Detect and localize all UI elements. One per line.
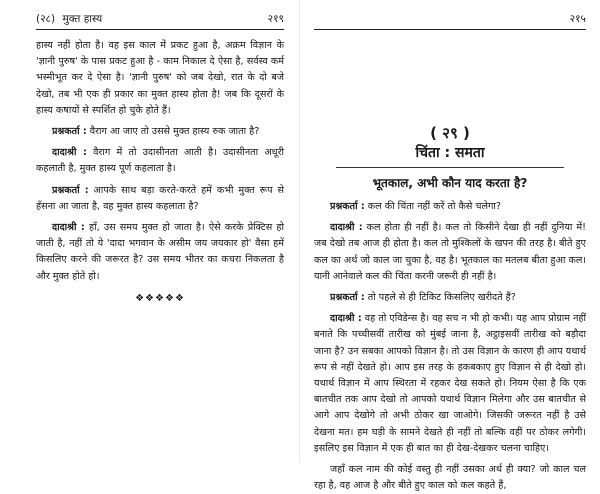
paragraph-text: वैराग में तो उदासीनता आती है। उदासीनता अधूरी कहलाती है, मुक्त हास्य पूर्ण कहलाता है। [36, 147, 284, 175]
paragraph-text: कल की चिंता नहीं करें तो कैसे चलेगा? [364, 201, 501, 212]
paragraph-text: कल होता ही नहीं है। कल तो किसीने देखा ही नहीं दुनिया में! जब देखो तब आज ही होता है। कल तो मुश्किलों के खपन की तरह है। बीते हुए कल का अर्थ जो काल जा चुका है, वह है। भूतकाल का मतलब बीता हुआ कल। यानी आनेवाले कल की चिंता करनी जरूरी ही नहीं है। [314, 222, 586, 282]
chapter-heading-block [314, 123, 586, 168]
speaker-label: प्रश्नकर्ता : [330, 292, 365, 304]
section-heading: भूतकाल, अभी कौन याद करता है? [372, 176, 528, 190]
right-paragraph [314, 311, 586, 457]
chapter-number: ( २९ ) [430, 124, 470, 142]
left-header-book-title: मुक्त हास्य [62, 13, 103, 25]
speaker-label: दादाश्री : [330, 313, 362, 325]
paragraph-text: हास्य नहीं होता है। वह इस काल में प्रकट हुआ है, अक्रम विज्ञान के 'ज्ञानी पुरुष' के पास प्रकट हुआ है - काम निकाल दे ऐसा है, सर्वस्व कर्म भस्मीभूत कर दे ऐसा है। 'ज्ञानी पुरुष' को जब देखो, रात के दो बजे देखो, तब भी एक ही प्रकार का मुक्त हास्य होता है! जब कि दूसरों के हास्य कषायों से स्पर्शित हो चुके होते हैं। [36, 40, 284, 116]
right-page [300, 0, 600, 492]
left-page-number: २१९ [267, 13, 284, 25]
paragraph-text: जहाँ कल नाम की कोई वस्तु ही नहीं उसका अर्थ ही क्या? जो काल चल रहा है, वह आज है और बीते हुए काल को कल कहते हैं, [314, 464, 586, 492]
left-paragraph [36, 145, 284, 177]
left-header-group [36, 12, 106, 26]
right-paragraph [314, 290, 586, 306]
left-header-chapter-number: (२८) [36, 13, 56, 25]
right-page-number: २१५ [569, 13, 586, 25]
paragraph-text: तो पहले से ही टिकिट किसलिए खरीदते हैं? [364, 292, 516, 304]
left-page [0, 0, 300, 463]
paragraph-text: वैराग आ जाए तो उससे मुक्त हास्य रुक जाता है? [86, 126, 260, 138]
left-running-head [36, 12, 284, 30]
speaker-label: प्रश्नकर्ता : [330, 201, 365, 212]
speaker-label: प्रश्नकर्ता : [52, 126, 87, 138]
left-paragraph [36, 38, 284, 119]
right-running-head [314, 12, 586, 30]
section-end-ornament: ❖❖❖❖❖ [135, 292, 185, 304]
paragraph-text: हाँ, उस समय मुक्त हो जाता है। ऐसे करके प्रेक्टिस हो जाती है, नहीं तो ये 'दादा भगवान के असीम जय जयकार हो' वैसा हमें किसलिए करने की जरूरत है? उस समय भीतर का कचरा निकलता है और मुक्त होते हो। [36, 222, 284, 282]
chapter-title: चिंता : समता [415, 145, 485, 161]
paragraph-text: वह तो एविडेन्स है। वह सच न भी हो कभी। यह आप प्रोग्राम नहीं बनाते कि पच्चीसवीं तारीख को मुंबई जाना है, अट्ठाइसवीं तारीख को बड़ौदा जाना है? उन सबका आपको विज्ञान है। तो उस विज्ञान के कारण ही आप यथार्थ रूप से नहीं देखते हो। आप इस तरह के हकबकाए हुए विज्ञान से ही देखो हो। यथार्थ विज्ञान में आप स्थिरता में रहकर देख सकते हो। नियम ऐसा है कि एक बातचीत तक आप देखो तो आपको यथार्थ विज्ञान मिलेगा और उस बातचीत से आगे आप देखोगे तो अभी ठोकर खा जाओगे। जिसकी जरूरत नहीं है उसे देखना मत। हम घड़ी के सामने देखते ही नहीं तो बल्कि वहीं पर ठोकर लगेगी। इसलिए इस विज्ञान में एक ही बात का ही देख-देखकर चलना चाहिए। [314, 313, 586, 454]
speaker-label: दादाश्री : [52, 222, 85, 234]
speaker-label: दादाश्री : [52, 147, 87, 159]
speaker-label: दादाश्री : [330, 222, 363, 234]
right-paragraph [314, 220, 586, 285]
left-paragraph [36, 183, 284, 215]
chapter-title-rule [336, 167, 564, 168]
speaker-label: प्रश्नकर्ता : [52, 184, 89, 196]
left-paragraph [36, 220, 284, 285]
right-paragraph [314, 462, 586, 494]
left-paragraph [36, 124, 284, 140]
right-paragraph [314, 199, 586, 215]
paragraph-text: आपके साथ बड़ा करते-करते हमें कभी मुक्त रूप से हँसना आ जाता है, वह मुक्त हास्य कहलाता है? [36, 184, 284, 212]
